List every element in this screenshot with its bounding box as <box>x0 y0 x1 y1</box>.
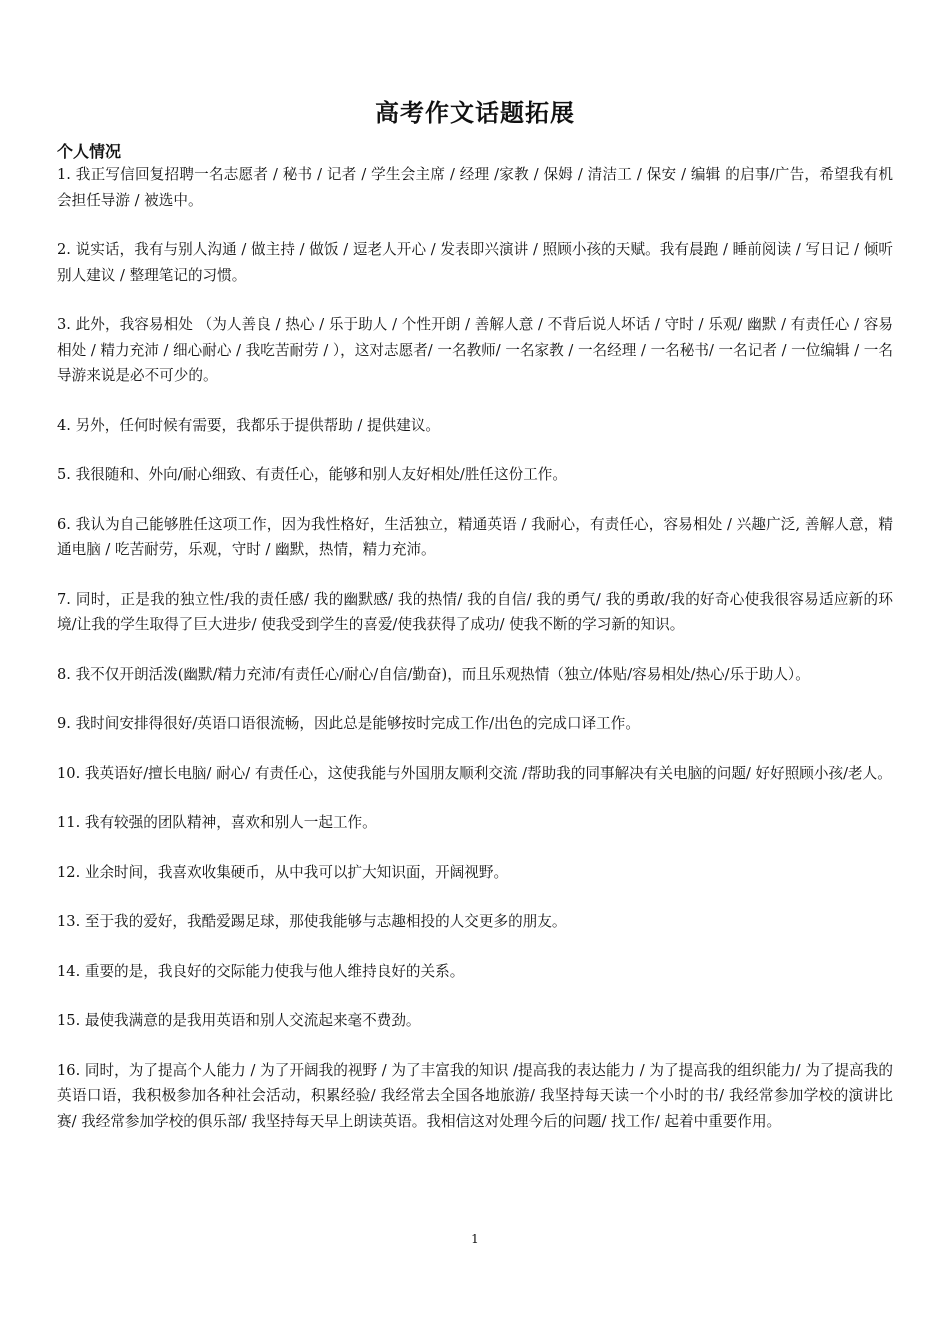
paragraph-1: 1. 我正写信回复招聘一名志愿者 / 秘书 / 记者 / 学生会主席 / 经理 /家教 / 保姆 / 清洁工 / 保安 / 编辑 的启事/广告，希望我有机会担任导游 / 被选中。 <box>57 166 893 209</box>
paragraph-7: 7. 同时，正是我的独立性/我的责任感/ 我的幽默感/ 我的热情/ 我的自信/ 我的勇气/ 我的勇敢/我的好奇心使我很容易适应新的环境/让我的学生取得了巨大进步/ 使我受到学生的喜爱/使我获得了成功/ 使我不断的学习新的知识。 <box>57 590 893 633</box>
paragraph-16: 16. 同时，为了提高个人能力 / 为了开阔我的视野 / 为了丰富我的知识 /提高我的表达能力 / 为了提高我的组织能力/ 为了提高我的英语口语，我积极参加各种社会活动，积累经验/ 我经常去全国各地旅游/ 我坚持每天读一个小时的书/ 我经常参加学校的演讲比赛/ 我经常参加学校的俱乐部/ 我坚持每天早上朗读英语。我相信这对处理今后的问题/ 找工作/ 起着中重要作用。 <box>57 1061 893 1130</box>
section-heading: 个人情况 <box>57 142 122 161</box>
page-number: 1 <box>471 1232 479 1246</box>
paragraph-10: 10. 我英语好/擅长电脑/ 耐心/ 有责任心，这使我能与外国朋友顺利交流 /帮助我的同事解决有关电脑的问题/ 好好照顾小孩/老人。 <box>57 764 892 782</box>
paragraph-8: 8. 我不仅开朗活泼(幽默/精力充沛/有责任心/耐心/自信/勤奋)，而且乐观热情（独立/体贴/容易相处/热心/乐于助人）。 <box>57 665 810 683</box>
document-title: 高考作文话题拓展 <box>375 98 575 127</box>
paragraph-5: 5. 我很随和、外向/耐心细致、有责任心，能够和别人友好相处/胜任这份工作。 <box>57 466 567 483</box>
paragraph-3: 3. 此外，我容易相处 （为人善良 / 热心 / 乐于助人 / 个性开朗 / 善解人意 / 不背后说人坏话 / 守时 / 乐观/ 幽默 / 有责任心 / 容易相处 / 精力充沛 / 细心耐心 / 我吃苦耐劳 / ），这对志愿者/ 一名教师/ 一名家教 / 一名经理 / 一名秘书/ 一名记者 / 一位编辑 / 一名导游来说是必不可少的。 <box>57 316 893 384</box>
paragraph-14: 14. 重要的是，我良好的交际能力使我与他人维持良好的关系。 <box>57 962 465 980</box>
paragraph-11: 11. 我有较强的团队精神，喜欢和别人一起工作。 <box>57 814 377 831</box>
paragraph-list <box>57 162 893 1158</box>
paragraph-2: 2. 说实话，我有与别人沟通 / 做主持 / 做饭 / 逗老人开心 / 发表即兴演讲 / 照顾小孩的天赋。我有晨跑 / 睡前阅读 / 写日记 / 倾听别人建议 / 整理笔记的习惯。 <box>57 241 893 284</box>
paragraph-12: 12. 业余时间，我喜欢收集硬币，从中我可以扩大知识面，开阔视野。 <box>57 863 509 881</box>
paragraph-13: 13. 至于我的爱好，我酷爱踢足球，那使我能够与志趣相投的人交更多的朋友。 <box>57 913 567 930</box>
paragraph-4: 4. 另外，任何时候有需要，我都乐于提供帮助 / 提供建议。 <box>57 416 441 434</box>
paragraph-6: 6. 我认为自己能够胜任这项工作，因为我性格好，生活独立，精通英语 / 我耐心，有责任心，容易相处 / 兴趣广泛, 善解人意，精通电脑 / 吃苦耐劳，乐观，守时 / 幽默，热情，精力充沛。 <box>57 515 893 558</box>
paragraph-9: 9. 我时间安排得很好/英语口语很流畅，因此总是能够按时完成工作/出色的完成口译工作。 <box>57 715 640 732</box>
paragraph-15: 15. 最使我满意的是我用英语和别人交流起来毫不费劲。 <box>57 1012 421 1029</box>
